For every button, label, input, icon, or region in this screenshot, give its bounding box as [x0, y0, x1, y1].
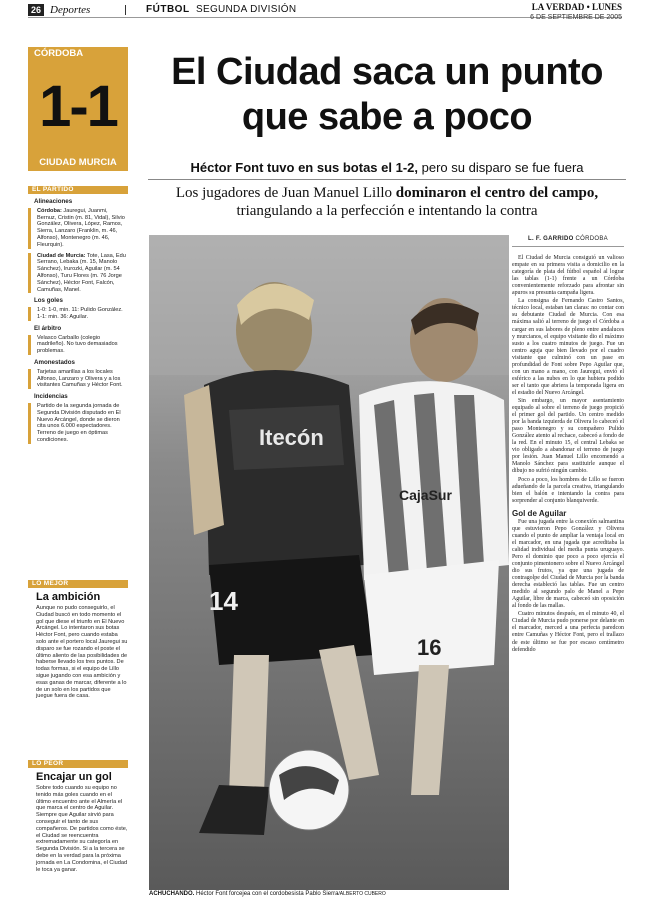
article-paragraph-3: Sin embargo, un mayor asentamiento equipado al sobre el terreno de juego propició el primer gol del partido. Un centro medido por la banda izquierda de Olivera lo cabeceó el paso Montenegro y su compañero Pulido González atento al rechace, cabeceó a fondo de la red. En el minuto 15, el central Lebaka se vio obligado a abandonar el terreno de juego por lesión. Juan Manuel Lillo encomendó a Manolo Sánchez para sustituirle aunque el dibujo no sufrió ningún cambio.	[512, 397, 624, 475]
author: L. F. GARRIDO	[528, 236, 574, 242]
article-paragraph-6: Cuatro minutos después, en el minuto 40, el Ciudad de Murcia pudo ponerse por delante en el marcador, merced a una perfecta paredcon entre Camuñas y Héctor Font, pero el trallazo de este último se fue por escaso centímetro defendido	[512, 611, 624, 653]
deck	[148, 184, 626, 220]
article-paragraph-5: Fue una jugada entre la conexión salmantina que estuvieron Pepo González y Olivera cuando el punto de ampliar la ventaja local en el marcador, en una jugada que acreditaba la calidad individual del media punta uruguayo. Pero el dominio que poco a poco ejercía el conjunto pimentonero sobre el Nuevo Arcángel dio sus frutos, ya que una jugada de contragolpe del Ciudad de Murcia por la banda derecha estableció las tablas. Fue un centro medido al segundo palo de Manel a Pepe Aguilar, libre de marca, cabeceó sin oposición al fondo de las mallas.	[512, 518, 624, 610]
article-paragraph-2: La consigna de Fernando Castro Santos, técnico local, estaban tan claras: no contar con su debutante Ciudad de Murcia. Con esa máxima salió al terreno de juego el Córdoba a cargar en sus labores de pleno entre andaluces y murcianos, el equipo visitante dio el máximo susto a los cuatro minutos de juego. Fue un centro aguja que bien llevado por el cuadro visitante que culminó con un pase en profundidad de Font sobre Pepo Aguilar que, con un mano a mano, con Jauregui, envió el esférico a las nubes en lo que hubiera podido ser el tanto que abriera la temporada ligera en el estadio del Nuevo Arcángel.	[512, 298, 624, 396]
subheadline-bold: Héctor Font tuvo en sus botas el 1-2,	[190, 160, 419, 175]
incidents-heading: Incidencias	[34, 393, 68, 401]
murcia-lineup-text: Tote, Lasa, Edu Serrano, Lebaka (m. 15, Manolo Sánchez), Irurozki, Aguilar (m. 54 Alfonso), Turu Flores (m. 76 Jorge Sánchez), Héctor Font, Falcón, Camuñas, Manel.	[37, 252, 126, 293]
bookings-heading: Amonestados	[34, 358, 75, 366]
sponsor-left: Itecón	[259, 425, 324, 450]
article-subheading: Gol de Aguilar	[512, 508, 567, 518]
subheadline-rest: pero su disparo se fue fuera	[418, 160, 584, 175]
byline	[512, 236, 624, 247]
headline-rule	[148, 179, 626, 180]
murcia-lineup	[28, 253, 128, 294]
match-facts	[28, 186, 128, 444]
cordoba-lineup-text: Jauregui, Juanmi, Bernuz, Cristin (m. 81, Vidal), Silvio González, Olivera, López, Ramos, Sierra, Lanzaro (Franklin, m. 46, Alfonso), Montenegro (m. 46, Fleurquin).	[37, 207, 125, 248]
worst-label: LO PEOR	[28, 760, 128, 768]
worst-box	[28, 760, 128, 873]
football	[269, 750, 349, 830]
article-paragraph-1: El Ciudad de Murcia consiguió un valioso empate en su primera visita a domicilio en la categoría de plata del fútbol español al lograr las tablas (1-1) frente a un Córdoba convenientemente reforzado para afrontar sin apuros su presunta campaña ligera.	[512, 255, 624, 297]
dateline-place: CÓRDOBA	[575, 236, 608, 242]
cordoba-lineup	[28, 208, 128, 249]
issue-date: 6 DE SEPTIEMBRE DE 2005	[530, 14, 622, 21]
incidents-text: Partido de la segunda jornada de Segunda División disputado en El Nuevo Arcángel, donde se dieron cita unos 6.000 espectadores. Terreno de juego en óptimas condiciones.	[28, 403, 128, 444]
deck-start: Los jugadores de Juan Manuel Lillo	[175, 185, 396, 201]
photo-credit: /ALBERTO CUBERO	[338, 891, 386, 897]
bookings-text: Tarjetas amarillas a los locales Alfonso, Lanzaro y Olivera y a los visitantes Camuñas y Héctor Font.	[28, 369, 128, 389]
worst-title: Encajar un gol	[36, 771, 112, 783]
article-paragraph-4: Poco a poco, los hombres de Lillo se fueron adueñando de la parcela creativa, triangulando bien el balón e intentando la contra para sorprender al conjunto blanquiverde.	[512, 476, 624, 504]
goals-heading: Los goles	[34, 297, 63, 305]
sponsor-right: CajaSur	[399, 487, 452, 503]
division-label: SEGUNDA DIVISIÓN	[196, 4, 297, 15]
page-header	[28, 2, 622, 21]
section-name: Deportes	[50, 4, 91, 16]
header-divider	[125, 5, 126, 15]
caption-bold: ACHUCHANDO.	[149, 891, 195, 897]
best-text: Aunque no pudo conseguirlo, el Ciudad buscó en todo momento el gol que diese el triunfo en El Nuevo Arcángel. Lo intentaron sus botas Héctor Font, pero cuando estaba solo ante el portero local Jauregui su disparo se fue rozando el poste el último aliento de las posibilidades de haberse llevado los tres puntos. De todas formas, si el equipo de Lillo sigue jugando con esa ambición y esas ganas de marcar, diferente a lo de un solo en los partidos que juegue fuera de casa.	[36, 605, 128, 700]
deck-end: triangulando a la perfección e intentando la contra	[236, 203, 538, 219]
deck-bold: dominaron el centro del campo,	[395, 185, 599, 201]
goal-1: 1-0: 1-0, min. 11: Pulido González.	[28, 307, 128, 314]
headline: El Ciudad saca un punto que sabe a poco	[171, 51, 603, 138]
referee-heading: El árbitro	[34, 324, 62, 332]
match-result: 1-1	[28, 61, 128, 153]
score-box	[28, 47, 128, 171]
worst-text: Sobre todo cuando su equipo no tenido más goles cuando en el último encuentro ante el Almería el que marca el centro de Aguilar. Siempre que Aguilar sirvió para conseguir el tanto de sus compañeros. De partidos como éste, el Ciudad se reencuentra extremadamente su categoría en Segunda División. Si a la tercera se debe en la verdad para la próxima jornada en La Condomina, el Ciudad le toca ya ganar.	[36, 785, 128, 873]
subheadline	[148, 160, 626, 175]
article-body	[512, 236, 624, 655]
photo-caption	[149, 890, 509, 898]
page-number: 26	[28, 4, 44, 16]
murcia-team-label: Ciudad de Murcia:	[37, 252, 86, 259]
lineups-heading: Alineaciones	[34, 198, 73, 205]
newspaper-name: LA VERDAD • LUNES	[531, 2, 622, 12]
best-box	[28, 580, 128, 700]
referee-text: Velasco Carballo (colegio madrileño). No tuvo demasiados problemas.	[28, 335, 128, 355]
cordoba-team-label: Córdoba:	[37, 207, 62, 214]
best-title: La ambición	[36, 591, 101, 603]
match-photo-illustration	[149, 235, 509, 890]
jersey-number-right: 16	[417, 635, 442, 660]
sport-label: FÚTBOL	[146, 4, 190, 15]
goal-2: 1-1: min. 36: Aguilar.	[28, 314, 128, 321]
caption-text: Héctor Font forcejea con el cordobesista Pablo Sierra	[194, 891, 339, 897]
match-facts-label: EL PARTIDO	[28, 186, 128, 194]
jersey-number-left: 14	[209, 586, 238, 616]
best-label: LO MEJOR	[28, 580, 128, 588]
match-photo	[149, 235, 509, 890]
home-team: CÓRDOBA	[34, 48, 84, 59]
away-team: CIUDAD MURCIA	[39, 157, 117, 168]
